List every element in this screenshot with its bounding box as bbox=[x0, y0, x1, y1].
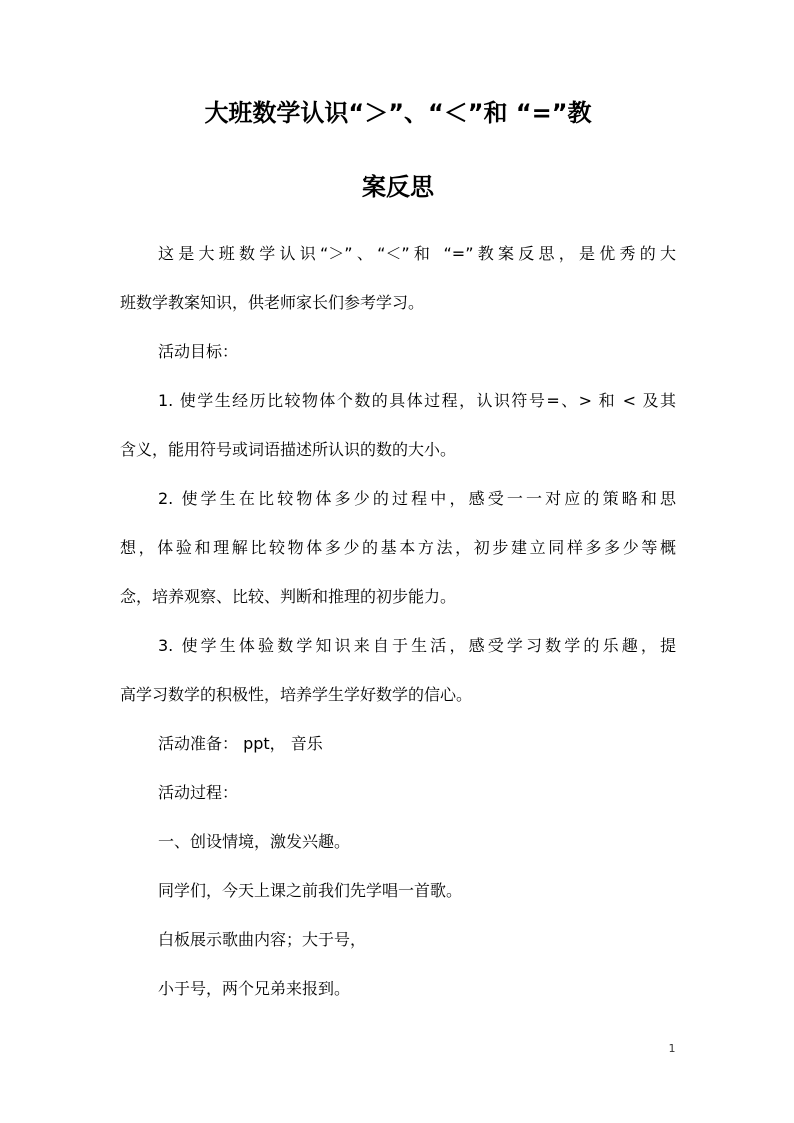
objective-2-line-1: 2. 使学生在比较物体多少的过程中，感受一一对应的策略和思 bbox=[158, 489, 676, 508]
intro-line-2: 班数学教案知识，供老师家长们参考学习。 bbox=[120, 293, 425, 312]
step-1-line-3: 小于号，两个兄弟来报到。 bbox=[158, 979, 351, 998]
objective-1-line-1: 1. 使学生经历比较物体个数的具体过程，认识符号=、> 和 < 及其 bbox=[158, 391, 676, 410]
objective-2-line-2: 想，体验和理解比较物体多少的基本方法，初步建立同样多多少等概 bbox=[120, 538, 676, 557]
document-title-line-2: 案反思 bbox=[362, 173, 434, 201]
page-number: 1 bbox=[668, 1042, 676, 1055]
step-1-line-2: 白板展示歌曲内容；大于号， bbox=[158, 930, 367, 949]
preparation-line: 活动准备： ppt， 音乐 bbox=[158, 734, 323, 753]
objective-2-line-3: 念，培养观察、比较、判断和推理的初步能力。 bbox=[120, 587, 457, 606]
objectives-heading: 活动目标： bbox=[158, 342, 239, 361]
step-1-heading: 一、创设情境，激发兴趣。 bbox=[158, 832, 351, 851]
objective-3-line-2: 高学习数学的积极性，培养学生学好数学的信心。 bbox=[120, 685, 473, 704]
objective-1-line-2: 含义，能用符号或词语描述所认识的数的大小。 bbox=[120, 440, 457, 459]
step-1-line-1: 同学们，今天上课之前我们先学唱一首歌。 bbox=[158, 881, 463, 900]
objective-3-line-1: 3. 使学生体验数学知识来自于生活，感受学习数学的乐趣，提 bbox=[158, 636, 676, 655]
process-heading: 活动过程： bbox=[158, 783, 239, 802]
document-title-line-1: 大班数学认识“＞”、“＜”和 “=”教 bbox=[204, 99, 592, 127]
intro-line-1: 这是大班数学认识“＞”、“＜”和 “=”教案反思，是优秀的大 bbox=[158, 244, 676, 263]
